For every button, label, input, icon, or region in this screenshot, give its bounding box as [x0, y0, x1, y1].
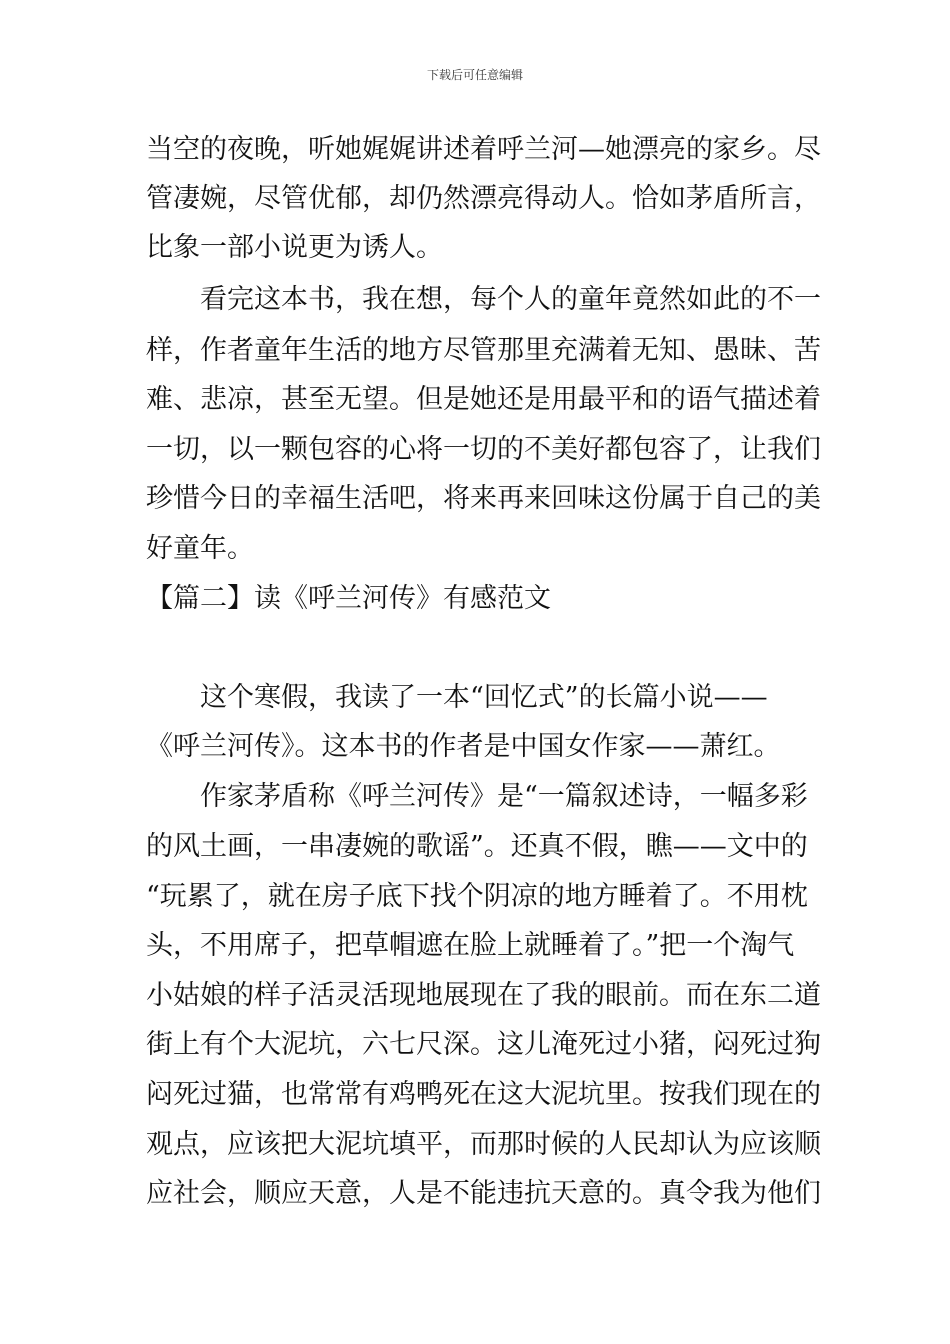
- paragraph-line: 管凄婉，尽管优郁，却仍然漂亮得动人。恰如茅盾所言，: [146, 183, 821, 214]
- page-header: 下载后可任意编辑: [426, 68, 523, 82]
- paragraph-line: “玩累了，就在房子底下找个阴凉的地方睡着了。不用枕: [146, 881, 808, 912]
- paragraph-line: 这个寒假，我读了一本“回忆式”的长篇小说——: [200, 682, 768, 713]
- paragraph-line: 当空的夜晚，听她娓娓讲述着呼兰河—她漂亮的家乡。尽: [146, 134, 821, 165]
- paragraph-line: 珍惜今日的幸福生活吧，将来再来回味这份属于自己的美: [146, 483, 821, 514]
- paragraph-line: 难、悲凉，甚至无望。但是她还是用最平和的语气描述着: [146, 384, 821, 415]
- paragraph-line: 小姑娘的样子活灵活现地展现在了我的眼前。而在东二道: [146, 980, 821, 1011]
- paragraph-line: 的风土画，一串凄婉的歌谣”。还真不假，瞧——文中的: [146, 831, 808, 862]
- paragraph-line: 《呼兰河传》。这本书的作者是中国女作家——萧红。: [146, 731, 781, 762]
- paragraph-line: 应社会，顺应天意，人是不能违抗天意的。真令我为他们: [146, 1178, 821, 1209]
- paragraph-line: 比象一部小说更为诱人。: [146, 232, 443, 263]
- paragraph-line: 好童年。: [146, 533, 254, 564]
- paragraph-line: 作家茅盾称《呼兰河传》是“一篇叙述诗，一幅多彩: [200, 781, 808, 812]
- paragraph-line: 头，不用席子，把草帽遮在脸上就睡着了。”把一个淘气: [146, 930, 795, 961]
- paragraph-line: 观点，应该把大泥坑填平，而那时候的人民却认为应该顺: [146, 1129, 821, 1160]
- paragraph-line: 闷死过猫，也常常有鸡鸭死在这大泥坑里。按我们现在的: [146, 1079, 821, 1110]
- paragraph-line: 一切，以一颗包容的心将一切的不美好都包容了，让我们: [146, 434, 821, 465]
- paragraph-line: 看完这本书，我在想，每个人的童年竟然如此的不一: [200, 284, 821, 315]
- paragraph-line: 样，作者童年生活的地方尽管那里充满着无知、愚昧、苦: [146, 335, 821, 366]
- section-title: 【篇二】读《呼兰河传》有感范文: [146, 583, 551, 614]
- paragraph-line: 街上有个大泥坑，六七尺深。这儿淹死过小猪，闷死过狗: [146, 1029, 821, 1060]
